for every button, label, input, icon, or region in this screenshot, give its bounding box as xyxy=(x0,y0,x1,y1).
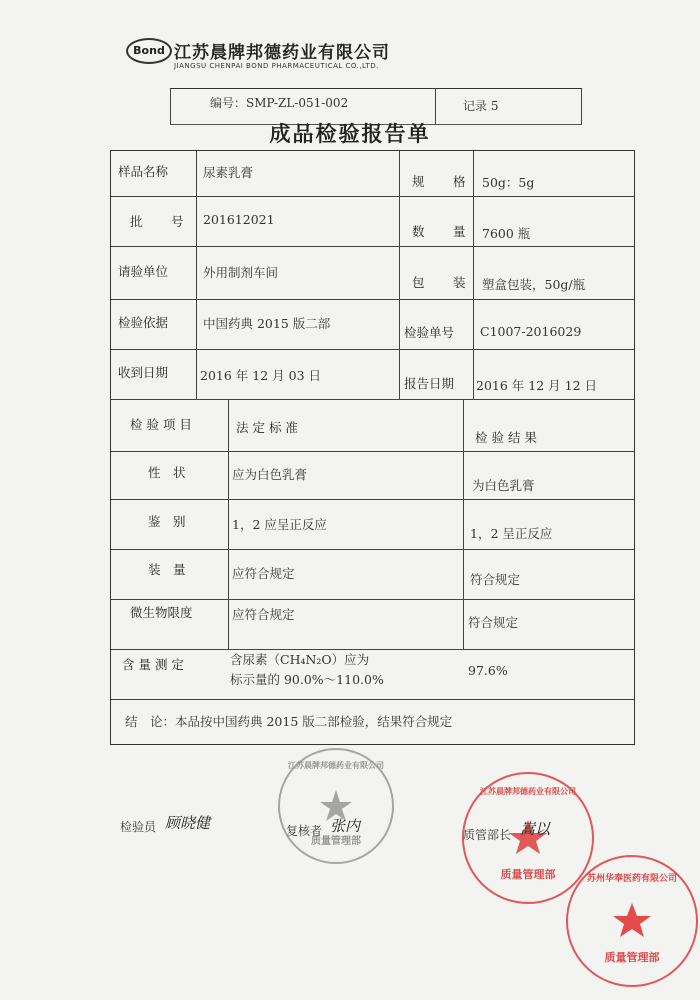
test-item: 装 量 xyxy=(148,562,186,577)
recv-value: 2016 年 12 月 03 日 xyxy=(200,368,321,383)
dept-label: 请验单位 xyxy=(118,264,169,279)
insp-no-value: C1007-2016029 xyxy=(480,324,582,339)
company-name-en: JIANGSU CHENPAI BOND PHARMACEUTICAL CO.,LTD. xyxy=(174,62,379,70)
test-standard: 应符合规定 xyxy=(232,566,295,581)
insp-no-label: 检验单号 xyxy=(404,325,455,340)
test-result: 符合规定 xyxy=(470,572,521,587)
pack-label: 包 装 xyxy=(412,275,474,290)
inspector-label: 检验员 xyxy=(120,820,157,834)
doc-number: 编号：SMP-ZL-051-002 xyxy=(210,96,349,110)
inspector-signature: 顾晓健 xyxy=(165,814,211,832)
test-result: 1，2 呈正反应 xyxy=(470,526,553,541)
report-table xyxy=(110,150,635,745)
conclusion-text: 结 论：本品按中国药典 2015 版二部检验，结果符合规定 xyxy=(125,714,453,729)
test-result: 为白色乳膏 xyxy=(472,478,535,493)
test-result: 符合规定 xyxy=(468,615,519,630)
page-title: 成品检验报告单 xyxy=(269,122,431,146)
report-label: 报告日期 xyxy=(404,376,455,391)
col-standard-header: 法 定 标 准 xyxy=(236,420,298,435)
spec-value: 50g：5g xyxy=(482,175,535,190)
test-item: 鉴 别 xyxy=(148,514,186,529)
reviewer-signature: 张内 xyxy=(330,817,361,835)
test-item: 性 状 xyxy=(148,465,186,480)
basis-value: 中国药典 2015 版二部 xyxy=(203,316,331,331)
basis-label: 检验依据 xyxy=(118,315,169,330)
qa-head-signature: 嵩以 xyxy=(520,820,551,838)
spec-label: 规 格 xyxy=(412,174,474,189)
record-number: 记录 5 xyxy=(463,99,499,113)
test-item: 微生物限度 xyxy=(130,605,193,620)
test-result: 97.6% xyxy=(468,663,508,678)
recv-label: 收到日期 xyxy=(118,365,169,380)
company-name-cn: 江苏晨牌邦德药业有限公司 xyxy=(174,43,390,63)
report-value: 2016 年 12 月 12 日 xyxy=(476,378,597,393)
test-standard: 应为白色乳膏 xyxy=(232,467,308,482)
test-item: 含 量 测 定 xyxy=(122,657,184,672)
test-standard-line2: 标示量的 90.0%～110.0% xyxy=(230,672,384,687)
batch-value: 201612021 xyxy=(203,212,275,227)
dept-value: 外用制剂车间 xyxy=(203,265,279,280)
quantity-label: 数 量 xyxy=(412,224,474,239)
batch-label: 批 号 xyxy=(130,214,192,229)
reviewer-label: 复核者 xyxy=(286,824,323,838)
company-seal-gray: 江苏晨牌邦德药业有限公司 质量管理部 xyxy=(278,748,394,864)
quantity-value: 7600 瓶 xyxy=(482,226,531,241)
test-standard: 含尿素（CH₄N₂O）应为 xyxy=(230,652,370,667)
test-standard: 1，2 应呈正反应 xyxy=(232,517,327,532)
sample-name-label: 样品名称 xyxy=(118,164,169,179)
distributor-seal-red: 苏州华奉医药有限公司 质量管理部 xyxy=(566,855,698,987)
pack-value: 塑盒包装，50g/瓶 xyxy=(482,277,586,292)
sample-name-value: 尿素乳膏 xyxy=(203,165,254,180)
col-result-header: 检 验 结 果 xyxy=(475,430,537,445)
qa-head-label: 质管部长 xyxy=(463,828,512,842)
test-standard: 应符合规定 xyxy=(232,607,295,622)
company-seal-red: 江苏晨牌邦德药业有限公司 质量管理部 xyxy=(462,772,594,904)
col-item-header: 检 验 项 目 xyxy=(130,417,192,432)
company-logo: Bond xyxy=(126,38,172,64)
